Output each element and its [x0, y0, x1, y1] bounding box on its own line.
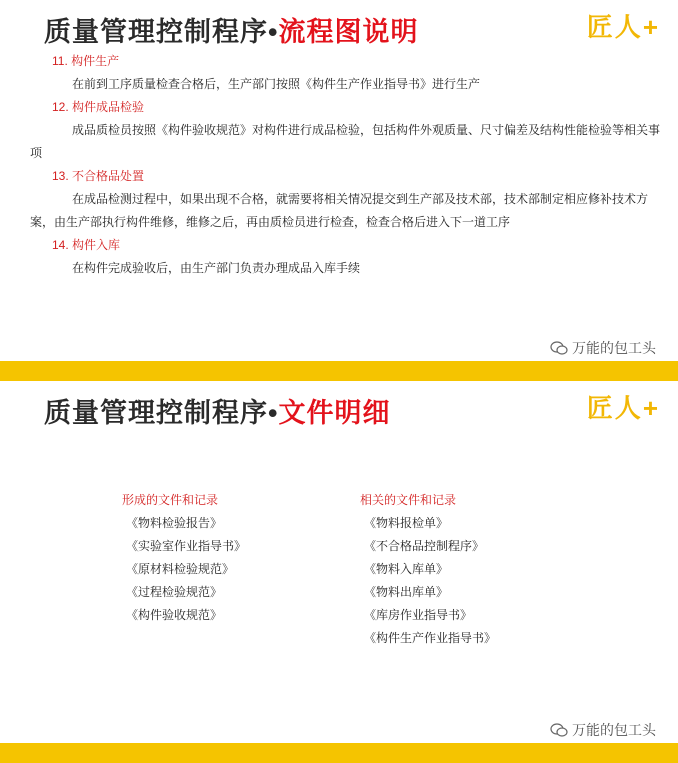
list-heading: 形成的文件和记录: [122, 493, 219, 507]
title-accent: 文件明细: [278, 398, 391, 428]
brand-logo: [587, 393, 658, 423]
wechat-icon: [550, 341, 568, 355]
section-title: 13. 不合格品处置: [52, 169, 145, 183]
section-12: [30, 96, 660, 165]
logo-char-2: 人: [614, 12, 641, 42]
list-item: 《构件验收规范》: [126, 608, 223, 622]
brand-logo: [587, 12, 658, 42]
section-body: 成品质检员按照《构件验收规范》对构件进行成品检验，包括构件外观质量、尺寸偏差及结构性能检验等相关事项: [30, 123, 661, 160]
footer-bar: [0, 361, 678, 381]
section-body: 在成品检测过程中，如果出现不合格，就需要将相关情况提交到生产部及技术部，技术部制定相应修补技术方案，由生产部执行构件维修，维修之后，再由质检员进行检查，检查合格后进入下一道工序: [30, 192, 649, 229]
list-item: 《库房作业指导书》: [364, 608, 473, 622]
formed-documents-list: [122, 489, 246, 627]
footer-bar: [0, 743, 678, 763]
list-item: 《实验室作业指导书》: [126, 539, 247, 553]
section-11: [30, 50, 660, 96]
section-body: 在前到工序质量检查合格后，生产部门按照《构件生产作业指导书》进行生产: [72, 77, 481, 91]
list-item: 《物料出库单》: [364, 585, 449, 599]
list-item: 《构件生产作业指导书》: [364, 631, 497, 645]
section-13: [30, 165, 660, 234]
section-title: 12. 构件成品检验: [52, 100, 145, 114]
list-heading: 相关的文件和记录: [360, 493, 457, 507]
list-item: 《物料检验报告》: [126, 516, 223, 530]
logo-char-1: 匠: [586, 393, 613, 423]
watermark-text: 万能的包工头: [572, 722, 656, 738]
section-body: 在构件完成验收后，由生产部门负责办理成品入库手续: [72, 261, 361, 275]
list-item: 《原材料检验规范》: [126, 562, 235, 576]
list-item: 《物料入库单》: [364, 562, 449, 576]
watermark: [550, 338, 656, 358]
title-main: 质量管理控制程序•: [44, 17, 279, 47]
wechat-icon: [550, 723, 568, 737]
section-title: 14. 构件入库: [52, 238, 121, 252]
list-item: 《物料报检单》: [364, 516, 449, 530]
list-item: 《过程检验规范》: [126, 585, 223, 599]
slide-document-list: [0, 381, 678, 763]
section-title: 11. 构件生产: [52, 54, 120, 68]
logo-char-2: 人: [614, 393, 641, 423]
title-main: 质量管理控制程序•: [44, 398, 279, 428]
title-accent: 流程图说明: [278, 17, 419, 47]
slide-title: [44, 10, 418, 49]
process-sections: [30, 50, 660, 280]
logo-plus: +: [642, 12, 658, 42]
logo-plus: +: [642, 393, 658, 423]
list-item: 《不合格品控制程序》: [364, 539, 485, 553]
logo-char-1: 匠: [586, 12, 613, 42]
slide-title: [44, 391, 390, 430]
related-documents-list: [360, 489, 496, 650]
slide-process-flow: [0, 0, 678, 381]
watermark: [550, 720, 656, 740]
section-14: [30, 234, 660, 280]
watermark-text: 万能的包工头: [572, 340, 656, 356]
